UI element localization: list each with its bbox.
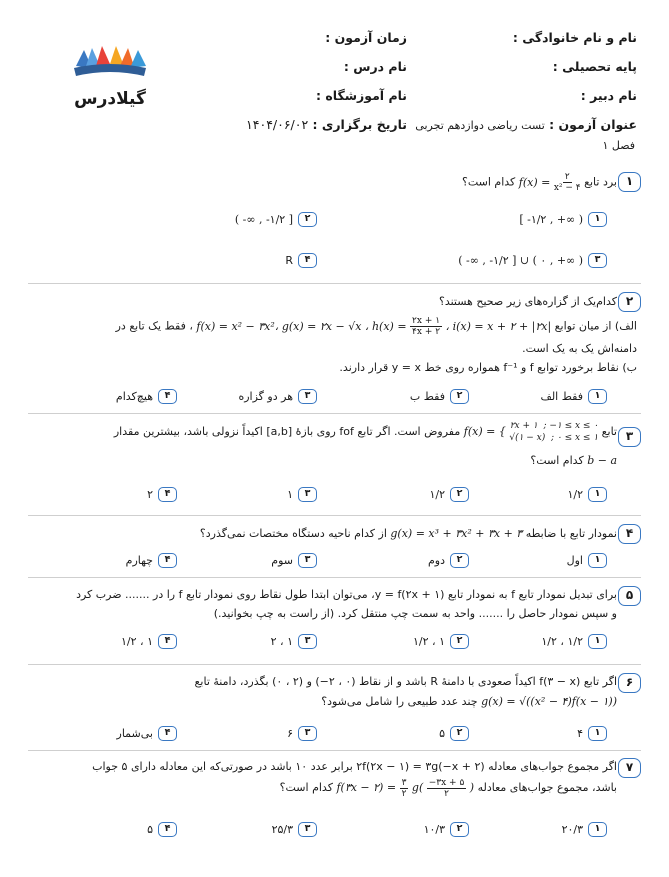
- question-7-text: اگر مجموع جواب‌های معادله ۲f(۲x − ۱) = ۳g(−x + ۲) برابر عدد ۱۰ باشد در صورتی‌که این معادله دارای ۵ جواب باشد، مجموع جواب‌های معادله f(۳x − ۲) = $\frac{۳}{۲}$ g( $\frac{-۳x + ۵}{۲}$ ) کدام است؟: [92, 760, 617, 799]
- q1-option-2[interactable]: ۲ ( -∞ , -۱/۲ ]: [235, 212, 317, 227]
- grade-label: پایه تحصیلی :: [552, 59, 637, 74]
- q3-option-1[interactable]: ۱ ۱/۲: [567, 487, 607, 502]
- q1-formula: f(x) = $\frac{۲}{\text{x² − ۴}}$: [518, 172, 581, 193]
- q3-option-2[interactable]: ۲ ۱/۲: [429, 487, 469, 502]
- q2-line-c: ب) نقاط برخورد توابع f و f⁻¹ همواره روی خط y = x قرار دارند.: [339, 361, 637, 374]
- q7-option-4[interactable]: ۴ ۵: [147, 822, 177, 837]
- question-4-number: ۴: [618, 524, 641, 544]
- q2-option-1[interactable]: ۱ فقط الف: [540, 389, 607, 404]
- divider: [28, 750, 641, 751]
- question-6-number: ۶: [618, 673, 641, 693]
- q3-line-b: b − a کدام است؟: [530, 454, 617, 467]
- question-5-text: برای تبدیل نمودار تابع f به نمودار تابع y = f(۲x + ۱)، می‌توان ابتدا طول نقاط روی نمودار تابع f را در ....... ضرب کرد و سپس نمودار حاصل را ....... واحد به سمت چپ منتقل کرد. (از راست به چپ بخوانید.): [76, 588, 617, 620]
- question-4-text: نمودار تابع با ضابطه g(x) = x³ + ۳x² + ۳x + ۳ از کدام ناحیه دستگاه مختصات نمی‌گذرد؟: [199, 527, 617, 540]
- q1-option-1[interactable]: ۱ [ -۱/۲ , +∞ ): [519, 212, 607, 227]
- question-3-text: تابع f(x) = { ۲x + ۱ ; −۱ ≤ x ≤ ۰ √(۱ − x) ; ۰ ≤ x ≤ ۱ مفروض است. اگر تابع fof روی بازهٔ [a,b] اکیداً نزولی باشد، بیشترین مقدار: [113, 421, 617, 443]
- q4-option-1[interactable]: ۱ اول: [567, 553, 607, 568]
- q1-option-3[interactable]: ۳ ( -∞ , -۱/۲ ] ∪ ( ۰ , +∞ ): [458, 253, 607, 268]
- q1-option-4[interactable]: ۴ R: [285, 253, 317, 268]
- q5-option-4[interactable]: ۴ ۱ ، ۱/۲: [121, 634, 177, 649]
- q2-line-b: دامنه‌اش یک به یک است.: [522, 342, 637, 355]
- exam-date-label: تاریخ برگزاری :: [312, 117, 407, 132]
- logo-text: گیلادرس: [74, 89, 146, 109]
- question-2-text: کدام‌یک از گزاره‌های زیر صحیح هستند؟: [438, 295, 617, 308]
- chapter-label: فصل ۱: [602, 139, 635, 152]
- question-3-number: ۳: [618, 427, 641, 447]
- question-1-text: [462, 172, 617, 193]
- divider: [28, 413, 641, 414]
- q2-line-a: الف) از میان توابع f(x) = x² − ۳x²، g(x) = ۲x − √x ، h(x) = $\frac{۲x + ۱}{۴x + ۲}$ ، i(x) = x + ۲ + |۲x| ، فقط یک تابع در: [115, 316, 637, 337]
- book-logo-icon: [70, 38, 150, 118]
- name-label: نام و نام خانوادگی :: [512, 30, 637, 45]
- question-5-number: ۵: [618, 586, 641, 606]
- logo: [70, 38, 150, 118]
- course-label: نام درس :: [343, 59, 407, 74]
- question-7-number: ۷: [618, 758, 641, 778]
- q6-option-2[interactable]: ۲ ۵: [439, 726, 469, 741]
- q4-option-4[interactable]: ۴ چهارم: [126, 553, 177, 568]
- q7-option-3[interactable]: ۳ ۲۵/۳: [272, 822, 317, 837]
- q4-option-2[interactable]: ۲ دوم: [428, 553, 469, 568]
- q5-option-3[interactable]: ۳ ۱ ، ۲: [271, 634, 317, 649]
- divider: [28, 577, 641, 578]
- exam-title-value: تست ریاضی دوازدهم تجربی: [415, 119, 545, 132]
- teacher-label: نام دبیر :: [580, 88, 637, 103]
- q3-option-3[interactable]: ۳ ۱: [287, 487, 317, 502]
- q7-option-2[interactable]: ۲ ۱۰/۳: [424, 822, 469, 837]
- q6-option-1[interactable]: ۱ ۴: [577, 726, 607, 741]
- q2-option-2[interactable]: ۲ فقط ب: [410, 389, 469, 404]
- exam-date-value: ۱۴۰۴/۰۶/۰۲: [246, 117, 309, 132]
- q7-option-1[interactable]: ۱ ۲۰/۳: [562, 822, 607, 837]
- question-2-number: ۲: [618, 292, 641, 312]
- q2-option-3[interactable]: ۳ هر دو گزاره: [238, 389, 317, 404]
- exam-title: [415, 117, 637, 132]
- q5-option-2[interactable]: ۲ ۱ ، ۱/۲: [413, 634, 469, 649]
- q1-text-b: کدام است؟: [461, 175, 516, 189]
- school-label: نام آموزشگاه :: [316, 88, 407, 103]
- q6-option-4[interactable]: ۴ بی‌شمار: [117, 726, 177, 741]
- q6-option-3[interactable]: ۳ ۶: [287, 726, 317, 741]
- q2-option-4[interactable]: ۴ هیچ‌کدام: [116, 389, 177, 404]
- time-label: زمان آزمون :: [325, 30, 407, 45]
- q4-option-3[interactable]: ۳ سوم: [271, 553, 317, 568]
- q1-text-a: برد تابع: [584, 175, 617, 189]
- divider: [28, 664, 641, 665]
- divider: [28, 283, 641, 284]
- question-6-text: اگر تابع f(۳ − x) اکیداً صعودی با دامنهٔ R باشد و از نقاط (۰ ، ۲−) و (۲ ، ۰) بگذرد، دامنهٔ تابع g(x) = √((x² − ۴)f(x − ۱)) چند عدد طبیعی را شامل می‌شود؟: [194, 675, 617, 708]
- q3-option-4[interactable]: ۴ ۲: [147, 487, 177, 502]
- exam-title-label: عنوان آزمون :: [549, 117, 637, 132]
- q5-option-1[interactable]: ۱ ۱/۲ ، ۱/۲: [541, 634, 607, 649]
- divider: [28, 515, 641, 516]
- exam-date: [246, 117, 407, 132]
- question-1-number: ۱: [618, 172, 641, 192]
